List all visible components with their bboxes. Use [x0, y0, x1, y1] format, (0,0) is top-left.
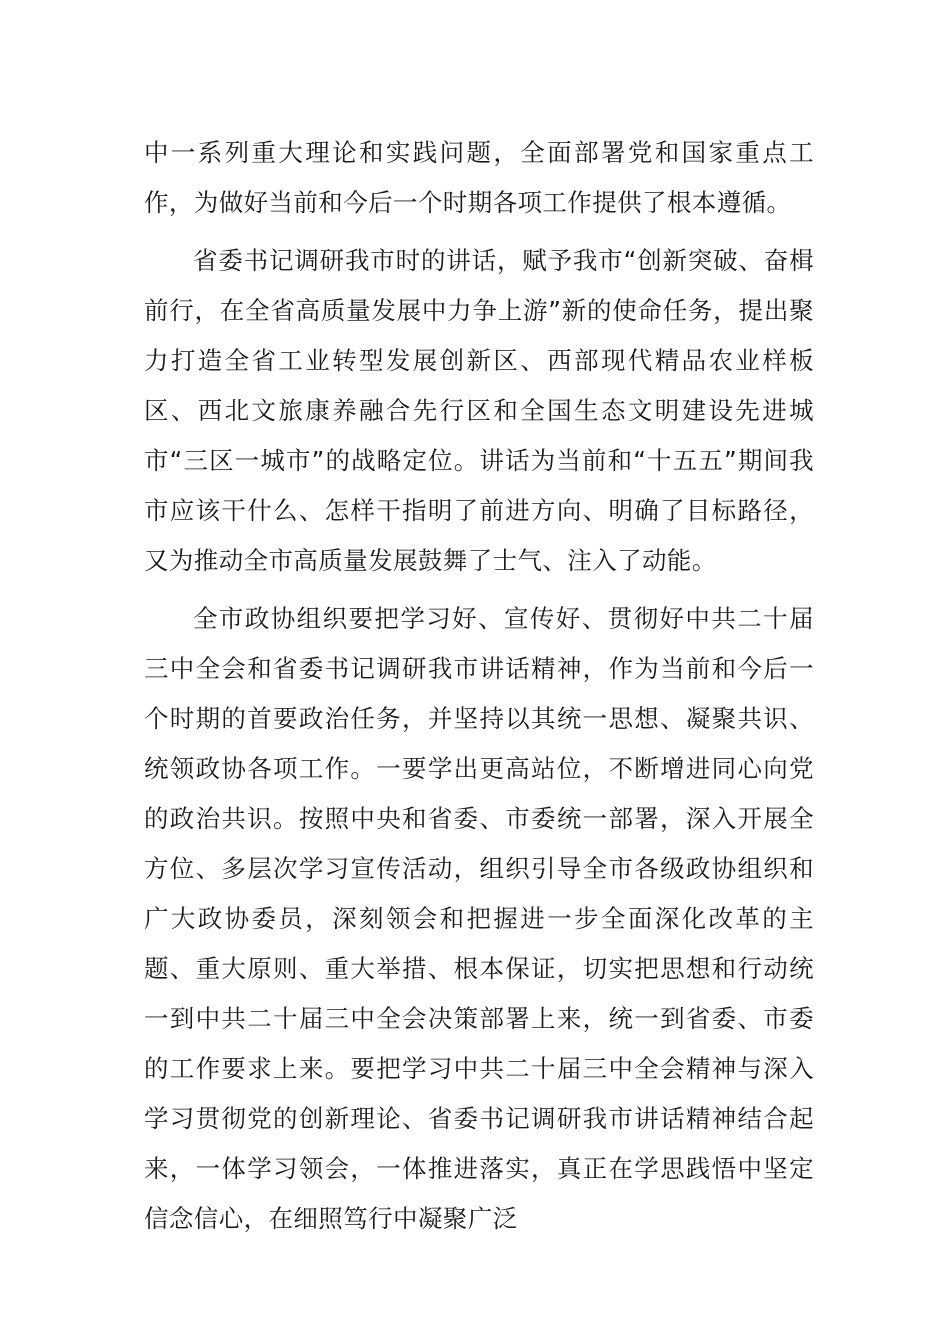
paragraph-cppcc-study-tasks: 全市政协组织要把学习好、宣传好、贯彻好中共二十届三中全会和省委书记调研我市讲话精神，作为当前和今后一个时期的首要政治任务，并坚持以其统一思想、凝聚共识、统领政协各项工作。一要学出更高站位，不断增进同心向党的政治共识。按照中央和省委、市委统一部署，深入开展全方位、多层次学习宣传活动，组织引导全市各级政协组织和广大政协委员，深刻领会和把握进一步全面深化改革的主题、重大原则、重大举措、根本保证，切实把思想和行动统一到中共二十届三中全会决策部署上来，统一到省委、市委的工作要求上来。要把学习中共二十届三中全会精神与深入学习贯彻党的创新理论、省委书记调研我市讲话精神结合起来，一体学习领会，一体推进落实，真正在学思践悟中坚定信念信心，在细照笃行中凝聚广泛 — [144, 604, 814, 1233]
document-body — [144, 128, 814, 1244]
paragraph-continuation: 中一系列重大理论和实践问题，全面部署党和国家重点工作，为做好当前和今后一个时期各项工作提供了根本遵循。 — [144, 138, 814, 217]
paragraph-provincial-secretary-speech: 省委书记调研我市时的讲话，赋予我市“创新突破、奋楫前行，在全省高质量发展中力争上游”新的使命任务，提出聚力打造全省工业转型发展创新区、西部现代精品农业样板区、西北文旅康养融合先行区和全国生态文明建设先进城市“三区一城市”的战略定位。讲话为当前和“十五五”期间我市应该干什么、怎样干指明了前进方向、明确了目标路径，又为推动全市高质量发展鼓舞了士气、注入了动能。 — [144, 246, 814, 575]
